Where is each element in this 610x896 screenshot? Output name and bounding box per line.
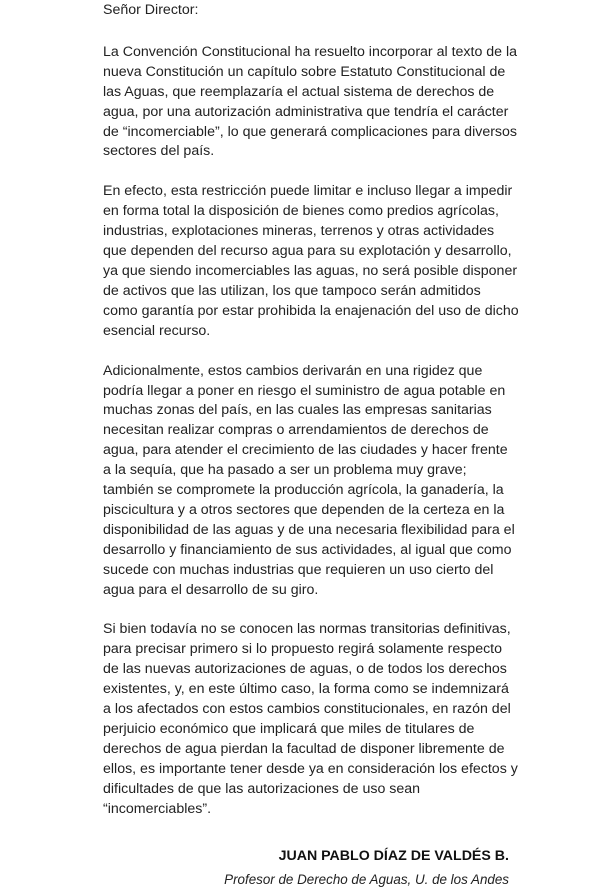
paragraph-line: las Aguas, que reemplazaría el actual sistema de derechos de (103, 83, 495, 100)
paragraph-1 (103, 43, 523, 162)
paragraph-4 (103, 620, 523, 819)
signature-name: JUAN PABLO DÍAZ DE VALDÉS B. (278, 848, 509, 864)
paragraph-line: sucede con muchas industrias que requieren un uso cierto del (103, 561, 494, 578)
salutation: Señor Director: (103, 2, 199, 18)
paragraph-line: de activos que las utilizan, los que tampoco serán admitidos (103, 282, 481, 299)
paragraph-line: agua para el desarrollo de su giro. (103, 581, 319, 598)
paragraph-line: desarrollo y financiamiento de sus actividades, al igual que como (103, 541, 512, 558)
paragraph-line: nueva Constitución un capítulo sobre Estatuto Constitucional de (103, 63, 506, 80)
paragraph-line: Adicionalmente, estos cambios derivarán en una rigidez que (103, 362, 483, 379)
paragraph-line: Si bien todavía no se conocen las normas transitorias definitivas, (103, 621, 511, 638)
paragraph-line: a la sequía, que ha pasado a ser un problema muy grave; (103, 462, 467, 479)
paragraph-line: piscicultura y a otros sectores que dependen de la certeza en la (103, 501, 505, 518)
paragraph-line: como garantía por estar prohibida la enajenación del uso de dicho (103, 302, 519, 319)
paragraph-line: sectores del país. (103, 143, 215, 160)
paragraph-line: derechos de agua pierdan la facultad de disponer libremente de (103, 740, 505, 757)
paragraph-line: existentes, y, en este último caso, la forma como se indemnizará (103, 681, 509, 698)
signature-role: Profesor de Derecho de Aguas, U. de los Andes (224, 872, 509, 887)
paragraph-line: disponibilidad de las aguas y de una necesaria flexibilidad para el (103, 521, 515, 538)
paragraph-line: para precisar primero si lo propuesto regirá solamente respecto (103, 641, 503, 658)
paragraph-line: también se compromete la producción agrícola, la ganadería, la (103, 482, 504, 499)
paragraph-line: industrias, explotaciones mineras, terrenos y otras actividades (103, 223, 495, 240)
paragraph-line: agua, por una autorización administrativa que tendría el carácter (103, 103, 509, 120)
paragraph-line: de las nuevas autorizaciones de aguas, o de todos los derechos (103, 661, 507, 678)
paragraph-2 (103, 182, 523, 341)
letter-body (103, 1, 523, 840)
paragraph-line: ellos, es importante tener desde ya en consideración los efectos y (103, 760, 518, 777)
paragraph-line: “incomerciables”. (103, 800, 212, 817)
paragraph-line: perjuicio económico que implicará que miles de titulares de (103, 721, 475, 737)
paragraph-line: de “incomerciable”, lo que generará complicaciones para diversos (103, 123, 518, 140)
paragraph-line: ya que siendo incomerciables las aguas, no será posible disponer (103, 262, 518, 279)
paragraph-line: La Convención Constitucional ha resuelto incorporar al texto de la (103, 43, 518, 60)
paragraph-line: en forma total la disposición de bienes como predios agrícolas, (103, 203, 499, 220)
paragraph-line: que dependen del recurso agua para su explotación y desarrollo, (103, 243, 512, 260)
paragraph-3 (103, 362, 523, 601)
paragraph-line: muchas zonas del país, en las cuales las empresas sanitarias (103, 402, 492, 419)
paragraph-line: agua, para atender el crecimiento de las ciudades y hacer frente (103, 442, 508, 459)
paragraph-line: En efecto, esta restricción puede limitar e incluso llegar a impedir (103, 183, 513, 200)
paragraph-line: necesitan realizar compras o arrendamientos de derechos de (103, 422, 489, 439)
paragraph-line: a los afectados con estos cambios constitucionales, en razón del (103, 701, 511, 718)
paragraph-line: esencial recurso. (103, 322, 211, 339)
paragraphs (103, 43, 523, 820)
paragraph-line: podría llegar a poner en riesgo el suministro de agua potable en (103, 382, 506, 399)
paragraph-line: dificultades de que las autorizaciones de uso sean (103, 780, 421, 797)
